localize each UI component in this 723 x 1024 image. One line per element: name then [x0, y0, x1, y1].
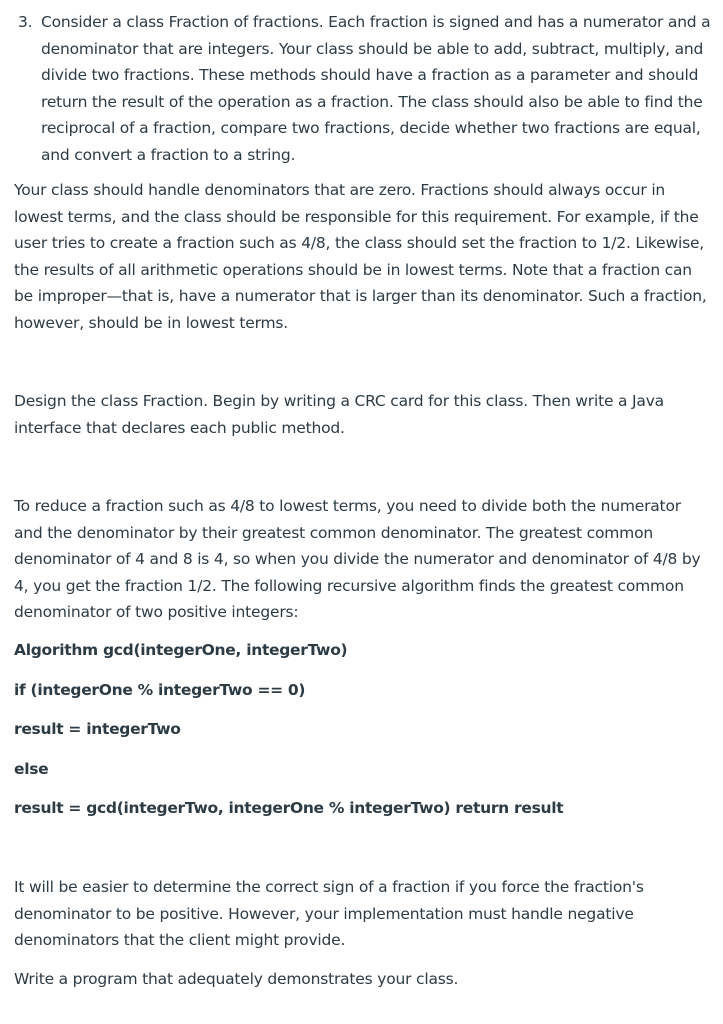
- paragraph-design: Design the class Fraction. Begin by writing a CRC card for this class. Then write a Java interface that declares each public method.: [14, 392, 664, 437]
- paragraph-demo: Write a program that adequately demonstrates your class.: [14, 970, 459, 988]
- paragraph-denominators: Your class should handle denominators that are zero. Fractions should always occur in lowest terms, and the class should be responsible for this requirement. For example, if the user tries to create a fraction such as 4/8, the class should set the fraction to 1/2. Likewise, the results of all arithmetic operations should be in lowest terms. Note that a fraction can be improper—that is, have a numerator that is larger than its denominator. Such a fraction, however, should be in lowest terms.: [14, 181, 707, 332]
- algorithm-condition: if (integerOne % integerTwo == 0): [14, 681, 306, 699]
- paragraph-reduce: To reduce a fraction such as 4/8 to lowest terms, you need to divide both the numerator and the denominator by their greatest common denominator. The greatest common denominator of 4 and 8 is 4, so when you divide the numerator and denominator of 4/8 by 4, you get the fraction 1/2. The following recursive algorithm finds the greatest common denominator of two positive integers:: [14, 497, 701, 621]
- algorithm-header: Algorithm gcd(integerOne, integerTwo): [14, 641, 348, 659]
- algorithm-result-base: result = integerTwo: [14, 720, 181, 738]
- question-text: Consider a class Fraction of fractions. Each fraction is signed and has a numerator and a denominator that are integers. Your class should be able to add, subtract, multiply, and divide two fractions. These methods should have a fraction as a parameter and should return the result of the operation as a fraction. The class should also be able to find the reciprocal of a fraction, compare two fractions, decide whether two fractions are equal, and convert a fraction to a string.: [41, 13, 711, 164]
- algorithm-result-recursive: result = gcd(integerTwo, integerOne % integerTwo) return result: [14, 799, 564, 817]
- paragraph-sign: It will be easier to determine the correct sign of a fraction if you force the fraction's denominator to be positive. However, your implementation must handle negative denominators that the client might provide.: [14, 878, 644, 949]
- algorithm-else: else: [14, 760, 49, 778]
- question-number: 3.: [18, 13, 33, 31]
